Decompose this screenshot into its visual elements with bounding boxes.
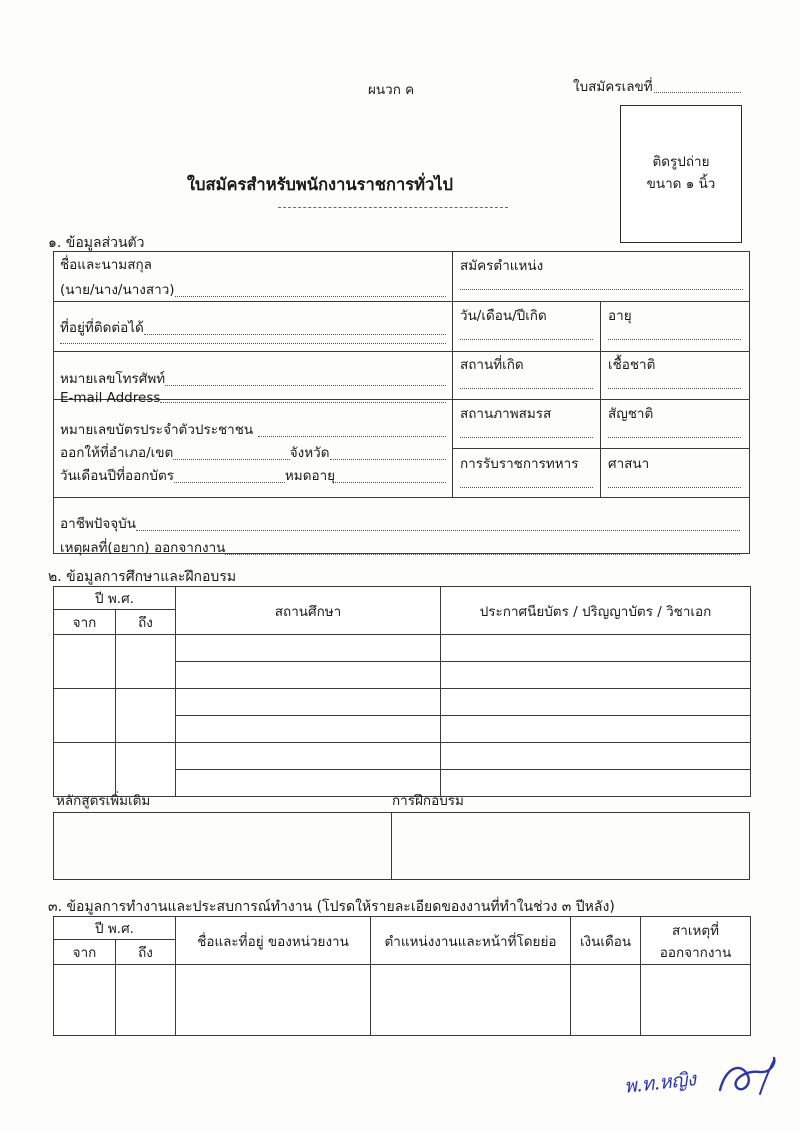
extra-courses-training-divider xyxy=(391,812,392,880)
address-dots xyxy=(144,334,446,335)
leave-reason-label: เหตุผลที่(อยาก) ออกจากงาน xyxy=(60,540,226,556)
phone-dots xyxy=(165,385,446,386)
expiry-label: หมดอายุ xyxy=(284,468,336,484)
work-from-header: จาก xyxy=(54,940,116,965)
application-number-field[interactable] xyxy=(573,79,741,96)
annex-label: ผนวก ค xyxy=(368,82,415,98)
name-label: ชื่อและนามสกุล xyxy=(60,257,152,273)
title-underline-rule xyxy=(278,207,508,208)
education-institution-header: สถานศึกษา xyxy=(176,587,441,635)
ethnicity-label: เชื้อชาติ xyxy=(608,357,656,373)
section1-heading: ๑. ข้อมูลส่วนตัว xyxy=(48,235,145,251)
work-position-duties-header: ตำแหน่งงานและหน้าที่โดยย่อ xyxy=(371,917,571,965)
age-label: อายุ xyxy=(608,308,632,324)
issued-at-label: ออกให้ที่อำเภอ/เขต xyxy=(60,445,174,461)
current-job-field[interactable] xyxy=(60,512,740,534)
work-cell-position-duties[interactable] xyxy=(371,965,571,1036)
name-prefix-field[interactable] xyxy=(60,278,446,300)
id-card-label: หมายเลขบัตรประจำตัวประชาชน xyxy=(60,422,254,438)
signature-flourish-icon xyxy=(716,1056,778,1102)
current-job-label: อาชีพปัจจุบัน xyxy=(60,516,136,532)
work-leave-reason-header xyxy=(641,917,751,965)
issue-date-dots xyxy=(174,482,285,483)
education-cell-from[interactable] xyxy=(54,689,116,743)
ethnicity-dots[interactable] xyxy=(608,388,741,389)
issue-date-label: วันเดือนปีที่ออกบัตร xyxy=(60,468,174,484)
position-applied-label: สมัครตำแหน่ง xyxy=(460,258,544,274)
section1-hrule-right-4 xyxy=(452,448,750,449)
work-leave-reason-line1: สาเหตุที่ xyxy=(672,922,720,939)
birthdate-label: วัน/เดือน/ปีเกิด xyxy=(460,308,547,324)
application-number-label: ใบสมัครเลขที่ xyxy=(573,79,653,95)
work-cell-from[interactable] xyxy=(54,965,116,1036)
education-cell-to[interactable] xyxy=(116,689,176,743)
nationality-dots[interactable] xyxy=(608,437,741,438)
section1-vertical-divider xyxy=(452,251,453,497)
email-field[interactable] xyxy=(60,390,446,406)
photo-attachment-box[interactable] xyxy=(620,105,742,243)
email-label: E-mail Address xyxy=(60,390,161,406)
position-applied-dots[interactable] xyxy=(460,289,743,290)
extra-courses-label: หลักสูตรเพิ่มเติม xyxy=(56,793,151,809)
military-service-label: การรับราชการทหาร xyxy=(460,456,579,472)
education-cell-institution[interactable] xyxy=(176,716,441,743)
id-card-issued-field[interactable] xyxy=(60,441,446,463)
phone-field[interactable] xyxy=(60,367,446,389)
education-cell-certificate[interactable] xyxy=(441,689,751,716)
province-label: จังหวัด xyxy=(289,445,330,461)
leave-reason-dots xyxy=(225,554,740,555)
page-title: ใบสมัครสำหรับพนักงานราชการทั่วไป xyxy=(186,175,454,194)
education-table-row[interactable] xyxy=(54,743,751,770)
phone-label: หมายเลขโทรศัพท์ xyxy=(60,371,166,387)
education-cell-certificate[interactable] xyxy=(441,716,751,743)
work-organization-header: ชื่อและที่อยู่ ของหน่วยงาน xyxy=(176,917,371,965)
education-cell-institution[interactable] xyxy=(176,743,441,770)
extra-courses-training-box[interactable] xyxy=(53,812,750,880)
province-dots xyxy=(330,459,447,460)
religion-label: ศาสนา xyxy=(608,456,650,472)
education-table-header-row-1 xyxy=(54,587,751,610)
work-salary-header: เงินเดือน xyxy=(571,917,641,965)
work-table-body xyxy=(54,965,751,1036)
section1-hrule-2 xyxy=(53,351,750,352)
education-cell-certificate[interactable] xyxy=(441,662,751,689)
handwritten-signature: พ.ท.หญิง xyxy=(623,1068,697,1098)
work-to-header: ถึง xyxy=(116,940,176,965)
address-field[interactable] xyxy=(60,316,446,338)
education-cell-institution[interactable] xyxy=(176,662,441,689)
birthplace-dots[interactable] xyxy=(460,388,593,389)
education-cell-certificate[interactable] xyxy=(441,770,751,797)
address-dots-line2[interactable] xyxy=(60,343,446,344)
work-year-group-header: ปี พ.ศ. xyxy=(54,917,176,940)
work-table-header-row-1 xyxy=(54,917,751,940)
education-to-header: ถึง xyxy=(116,610,176,635)
education-year-group-header: ปี พ.ศ. xyxy=(54,587,176,610)
education-table xyxy=(53,586,751,797)
id-card-dates-field[interactable] xyxy=(60,464,446,486)
birthplace-label: สถานที่เกิด xyxy=(460,357,524,373)
education-table-row[interactable] xyxy=(54,689,751,716)
name-prefix-label: (นาย/นาง/นางสาว) xyxy=(60,282,175,298)
marital-status-dots[interactable] xyxy=(460,437,593,438)
marital-status-label: สถานภาพสมรส xyxy=(460,406,552,422)
military-service-dots[interactable] xyxy=(460,487,593,488)
section1-hrule-5 xyxy=(53,497,750,498)
section1-hrule-1 xyxy=(53,301,750,302)
email-dots xyxy=(160,402,446,403)
photo-box-line2: ขนาด ๑ นิ้ว xyxy=(646,176,716,192)
education-certificate-header: ประกาศนียบัตร / ปริญญาบัตร / วิชาเอก xyxy=(441,587,751,635)
age-dots[interactable] xyxy=(608,339,741,340)
section3-heading: ๓. ข้อมูลการทำงานและประสบการณ์ทำงาน (โปรดให้รายละเอียดของงานที่ทำในช่วง ๓ ปีหลัง) xyxy=(48,899,615,915)
education-from-header: จาก xyxy=(54,610,116,635)
work-cell-organization[interactable] xyxy=(176,965,371,1036)
work-cell-salary[interactable] xyxy=(571,965,641,1036)
leave-reason-field[interactable] xyxy=(60,536,740,558)
id-card-field[interactable] xyxy=(60,418,446,440)
education-cell-certificate[interactable] xyxy=(441,635,751,662)
education-cell-institution[interactable] xyxy=(176,635,441,662)
education-cell-from[interactable] xyxy=(54,743,116,797)
work-cell-to[interactable] xyxy=(116,965,176,1036)
photo-box-line1: ติดรูปถ่าย xyxy=(652,154,710,171)
nationality-label: สัญชาติ xyxy=(608,406,654,422)
work-cell-leave-reason[interactable] xyxy=(641,965,751,1036)
education-cell-from[interactable] xyxy=(54,635,116,689)
address-label: ที่อยู่ที่ติดต่อได้ xyxy=(60,320,144,336)
education-cell-to[interactable] xyxy=(116,635,176,689)
application-number-dots xyxy=(654,92,741,93)
issued-at-dots xyxy=(173,459,290,460)
birthdate-dots[interactable] xyxy=(460,339,593,340)
education-cell-certificate[interactable] xyxy=(441,743,751,770)
training-label: การฝึกอบรม xyxy=(392,793,464,809)
work-leave-reason-line2: ออกจากงาน xyxy=(659,944,732,961)
education-cell-institution[interactable] xyxy=(176,689,441,716)
education-table-row[interactable] xyxy=(54,635,751,662)
expiry-dots xyxy=(335,482,446,483)
work-experience-table xyxy=(53,916,751,1036)
education-table-body xyxy=(54,635,751,797)
work-table-row[interactable] xyxy=(54,965,751,1036)
current-job-dots xyxy=(136,530,740,531)
id-card-dots xyxy=(258,436,446,437)
name-prefix-dots xyxy=(175,296,446,297)
religion-dots[interactable] xyxy=(608,487,741,488)
section2-heading: ๒. ข้อมูลการศึกษาและฝึกอบรม xyxy=(48,569,237,585)
education-cell-to[interactable] xyxy=(116,743,176,797)
